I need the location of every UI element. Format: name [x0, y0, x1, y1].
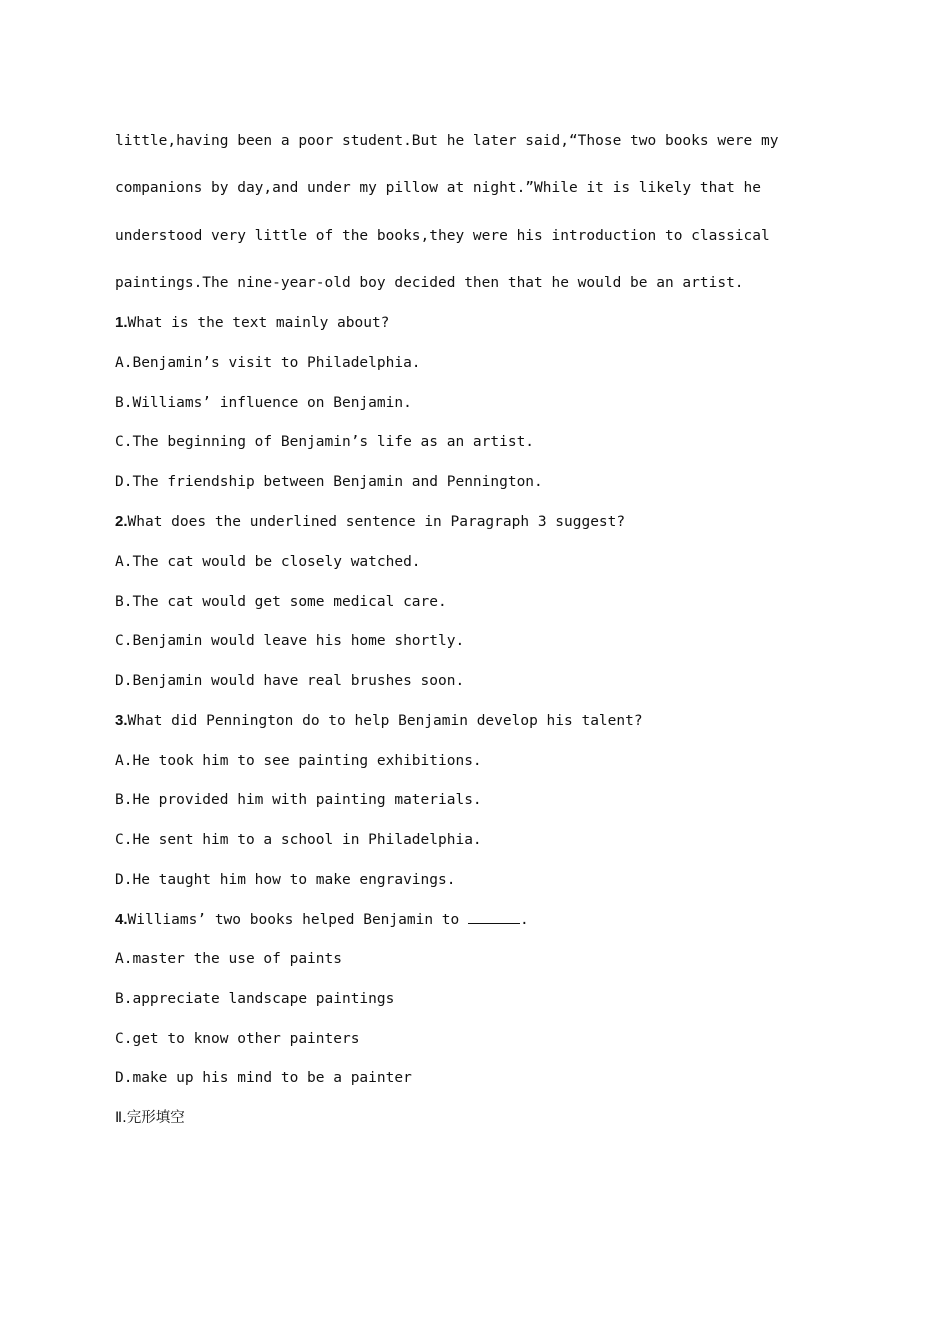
question-text: What does the underlined sentence in Paragraph 3 suggest? [127, 514, 626, 530]
question-2-option-b: B.The cat would get some medical care. [115, 594, 447, 610]
question-text-end: . [519, 912, 529, 928]
question-4-option-d: D.make up his mind to be a painter [115, 1070, 412, 1086]
question-2-option-c: C.Benjamin would leave his home shortly. [115, 633, 465, 649]
question-3 [115, 711, 643, 731]
question-3-option-a: A.He took him to see painting exhibitions. [115, 753, 482, 769]
question-number: 1. [115, 314, 128, 331]
question-1-option-d: D.The friendship between Benjamin and Pennington. [115, 474, 543, 490]
question-3-option-d: D.He taught him how to make engravings. [115, 872, 456, 888]
question-1-option-a: A.Benjamin’s visit to Philadelphia. [115, 355, 421, 371]
question-4-option-a: A.master the use of paints [115, 951, 342, 967]
question-1-option-b: B.Williams’ influence on Benjamin. [115, 395, 412, 411]
question-3-option-c: C.He sent him to a school in Philadelphia. [115, 832, 482, 848]
section-heading-cloze: Ⅱ.完形填空 [115, 1110, 185, 1126]
answer-blank [468, 909, 520, 924]
question-text: What is the text mainly about? [127, 315, 390, 331]
question-number: 4. [115, 911, 128, 928]
question-4-option-c: C.get to know other painters [115, 1031, 360, 1047]
question-2 [115, 512, 625, 532]
question-number: 3. [115, 712, 128, 729]
question-2-option-d: D.Benjamin would have real brushes soon. [115, 673, 465, 689]
question-4-option-b: B.appreciate landscape paintings [115, 991, 395, 1007]
question-text: Williams’ two books helped Benjamin to [127, 912, 468, 928]
passage-line-4: paintings.The nine-year-old boy decided then that he would be an artist. [115, 275, 744, 291]
question-number: 2. [115, 513, 128, 530]
question-3-option-b: B.He provided him with painting materials. [115, 792, 482, 808]
question-text: What did Pennington do to help Benjamin develop his talent? [127, 713, 643, 729]
question-1 [115, 313, 389, 333]
question-2-option-a: A.The cat would be closely watched. [115, 554, 421, 570]
question-4 [115, 909, 529, 930]
passage-line-2: companions by day,and under my pillow at night.”While it is likely that he [115, 180, 762, 196]
passage-line-3: understood very little of the books,they were his introduction to classical [115, 228, 770, 244]
question-1-option-c: C.The beginning of Benjamin’s life as an artist. [115, 434, 535, 450]
passage-line-1: little,having been a poor student.But he later said,“Those two books were my [115, 133, 779, 149]
